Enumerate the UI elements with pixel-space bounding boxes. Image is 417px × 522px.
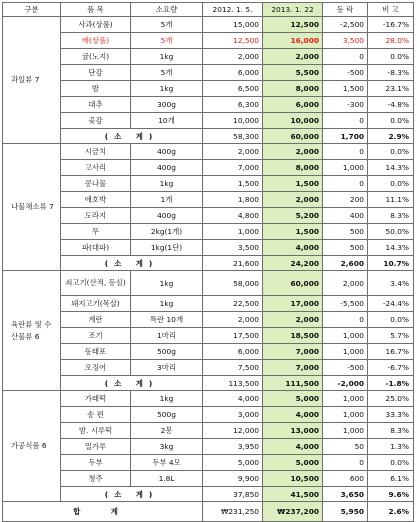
item-quantity: 5개	[131, 33, 203, 49]
price-prev: 2,000	[203, 49, 263, 65]
price-prev: 3,000	[203, 407, 263, 423]
subtotal-row	[3, 487, 414, 502]
table-row	[3, 455, 414, 471]
subtotal-prev: 58,300	[203, 129, 263, 144]
price-current: 60,000	[263, 271, 323, 296]
price-prev: 22,500	[203, 296, 263, 312]
change-percent: 23.1%	[368, 81, 414, 97]
item-quantity: 5개	[131, 17, 203, 33]
item-quantity: 500g	[131, 344, 203, 360]
item-quantity: 3마리	[131, 360, 203, 376]
subtotal-current: 111,500	[263, 376, 323, 391]
price-change: -300	[323, 97, 368, 113]
subtotal-change: 2,600	[323, 256, 368, 271]
change-percent: 33.3%	[368, 407, 414, 423]
change-percent: 0.0%	[368, 113, 414, 129]
item-name: 두부	[61, 455, 131, 471]
change-percent: 28.0%	[368, 33, 414, 49]
price-current: 5,500	[263, 65, 323, 81]
change-percent: -16.7%	[368, 17, 414, 33]
price-prev: 3,950	[203, 439, 263, 455]
item-name: 파(대파)	[61, 240, 131, 256]
price-change: -2,500	[323, 17, 368, 33]
change-percent: 14.3%	[368, 160, 414, 176]
item-quantity: 1kg	[131, 49, 203, 65]
change-percent: 8.3%	[368, 423, 414, 439]
item-name: 밀가루	[61, 439, 131, 455]
table-row	[3, 144, 414, 160]
item-quantity: 2봉	[131, 423, 203, 439]
item-quantity: 1개	[131, 192, 203, 208]
item-quantity: 특란 10개	[131, 312, 203, 328]
subtotal-change: -2,000	[323, 376, 368, 391]
item-quantity: 400g	[131, 160, 203, 176]
price-prev: 12,000	[203, 423, 263, 439]
item-name: 도라지	[61, 208, 131, 224]
price-prev: 3,500	[203, 240, 263, 256]
table-row	[3, 33, 414, 49]
price-prev: 2,000	[203, 312, 263, 328]
price-current: 2,000	[263, 49, 323, 65]
item-quantity: 5개	[131, 65, 203, 81]
price-change: -500	[323, 65, 368, 81]
change-percent: 25.0%	[368, 391, 414, 407]
subtotal-change: 3,650	[323, 487, 368, 502]
header-quantity: 소요량	[131, 3, 203, 17]
change-percent: -24.4%	[368, 296, 414, 312]
table-row	[3, 407, 414, 423]
change-percent: 5.7%	[368, 328, 414, 344]
table-row	[3, 208, 414, 224]
price-current: 2,000	[263, 144, 323, 160]
subtotal-label: (소 계)	[61, 256, 203, 271]
table-row	[3, 312, 414, 328]
price-change: 400	[323, 208, 368, 224]
item-quantity: 400g	[131, 208, 203, 224]
total-label: 합 계	[3, 502, 203, 522]
subtotal-prev: 37,850	[203, 487, 263, 502]
total-change: 5,950	[323, 502, 368, 522]
price-current: 17,000	[263, 296, 323, 312]
subtotal-current: 41,500	[263, 487, 323, 502]
price-current: 4,000	[263, 240, 323, 256]
subtotal-percent: 2.9%	[368, 129, 414, 144]
table-row	[3, 17, 414, 33]
price-change: 50	[323, 439, 368, 455]
price-change: 0	[323, 49, 368, 65]
price-change: 1,000	[323, 423, 368, 439]
category-label: 나물채소류 7	[3, 144, 61, 271]
table-row	[3, 240, 414, 256]
change-percent: -8.3%	[368, 65, 414, 81]
price-current: 5,200	[263, 208, 323, 224]
price-prev: 58,000	[203, 271, 263, 296]
price-current: 10,000	[263, 113, 323, 129]
price-current: 8,000	[263, 81, 323, 97]
subtotal-label: (소 계)	[61, 129, 203, 144]
table-row	[3, 49, 414, 65]
item-quantity: 1마리	[131, 328, 203, 344]
price-current: 1,500	[263, 224, 323, 240]
price-change: 0	[323, 176, 368, 192]
price-prev: 2,000	[203, 144, 263, 160]
item-quantity: 1kg	[131, 271, 203, 296]
price-prev: 6,000	[203, 65, 263, 81]
item-quantity: 1kg	[131, 81, 203, 97]
table-row	[3, 97, 414, 113]
item-name: 배(상품)	[61, 33, 131, 49]
item-quantity: 10개	[131, 113, 203, 129]
table-row	[3, 391, 414, 407]
total-percent: 2.6%	[368, 502, 414, 522]
price-change: 1,000	[323, 328, 368, 344]
change-percent: 0.0%	[368, 312, 414, 328]
subtotal-percent: 10.7%	[368, 256, 414, 271]
category-label: 과일류 7	[3, 17, 61, 144]
price-change: 0	[323, 312, 368, 328]
item-name: 곶감	[61, 113, 131, 129]
change-percent: 8.3%	[368, 208, 414, 224]
item-name: 가래떡	[61, 391, 131, 407]
change-percent: 0.0%	[368, 455, 414, 471]
price-prev: 7,000	[203, 160, 263, 176]
subtotal-prev: 21,600	[203, 256, 263, 271]
item-quantity: 1kg(1단)	[131, 240, 203, 256]
header-note: 비 고	[368, 3, 414, 17]
price-change: 1,000	[323, 160, 368, 176]
price-current: 10,500	[263, 471, 323, 487]
item-name: 돼지고기(목살)	[61, 296, 131, 312]
price-current: 4,000	[263, 407, 323, 423]
table-body	[3, 3, 414, 522]
item-name: 밤. 시루떡	[61, 423, 131, 439]
change-percent: -4.8%	[368, 97, 414, 113]
price-prev: 6,000	[203, 344, 263, 360]
change-percent: 0.0%	[368, 144, 414, 160]
table-row	[3, 65, 414, 81]
subtotal-current: 60,000	[263, 129, 323, 144]
item-name: 애호박	[61, 192, 131, 208]
price-change: 1,000	[323, 344, 368, 360]
item-quantity: 300g	[131, 97, 203, 113]
price-comparison-sheet	[2, 2, 414, 522]
item-name: 청주	[61, 471, 131, 487]
item-name: 밤	[61, 81, 131, 97]
item-name: 시금치	[61, 144, 131, 160]
change-percent: 3.4%	[368, 271, 414, 296]
table-row	[3, 423, 414, 439]
price-prev: 1,500	[203, 176, 263, 192]
table-row	[3, 81, 414, 97]
price-current: 1,500	[263, 176, 323, 192]
price-change: 500	[323, 224, 368, 240]
item-name: 사과(상품)	[61, 17, 131, 33]
price-change: 0	[323, 455, 368, 471]
change-percent: 16.7%	[368, 344, 414, 360]
price-change: -5,500	[323, 296, 368, 312]
subtotal-row	[3, 256, 414, 271]
item-quantity: 1kg	[131, 176, 203, 192]
price-prev: 4,800	[203, 208, 263, 224]
item-name: 무	[61, 224, 131, 240]
change-percent: 0.0%	[368, 176, 414, 192]
price-prev: 7,500	[203, 360, 263, 376]
table-row	[3, 360, 414, 376]
subtotal-label: (소 계)	[61, 487, 203, 502]
table-row	[3, 328, 414, 344]
price-current: 2,000	[263, 192, 323, 208]
price-change: 2,000	[323, 271, 368, 296]
item-name: 콩나물	[61, 176, 131, 192]
item-quantity: 2kg(1개)	[131, 224, 203, 240]
price-prev: 1,800	[203, 192, 263, 208]
table-row	[3, 271, 414, 296]
price-change: -500	[323, 360, 368, 376]
item-quantity: 3kg	[131, 439, 203, 455]
price-current: 8,000	[263, 160, 323, 176]
subtotal-change: 1,700	[323, 129, 368, 144]
price-change: 1,000	[323, 407, 368, 423]
table-row	[3, 224, 414, 240]
price-change: 0	[323, 144, 368, 160]
price-change: 600	[323, 471, 368, 487]
price-current: 12,500	[263, 17, 323, 33]
price-current: 7,000	[263, 360, 323, 376]
table-row	[3, 296, 414, 312]
item-name: 송 편	[61, 407, 131, 423]
item-name: 조기	[61, 328, 131, 344]
item-name: 동태포	[61, 344, 131, 360]
subtotal-percent: 9.6%	[368, 487, 414, 502]
subtotal-prev: 113,500	[203, 376, 263, 391]
total-prev: ₩231,250	[203, 502, 263, 522]
subtotal-row	[3, 376, 414, 391]
item-name: 대추	[61, 97, 131, 113]
price-prev: 6,300	[203, 97, 263, 113]
change-percent: 14.3%	[368, 240, 414, 256]
price-change: 1,000	[323, 391, 368, 407]
item-quantity: 400g	[131, 144, 203, 160]
price-prev: 5,000	[203, 455, 263, 471]
table-row	[3, 176, 414, 192]
header-prev-date: 2012. 1. 5.	[203, 3, 263, 17]
table-row	[3, 160, 414, 176]
header-row	[3, 3, 414, 17]
change-percent: 0.0%	[368, 49, 414, 65]
price-prev: 9,900	[203, 471, 263, 487]
subtotal-label: (소 계)	[61, 376, 203, 391]
item-quantity: 1kg	[131, 391, 203, 407]
change-percent: 1.3%	[368, 439, 414, 455]
item-name: 고사리	[61, 160, 131, 176]
table-row	[3, 192, 414, 208]
price-current: 2,000	[263, 312, 323, 328]
price-current: 4,000	[263, 439, 323, 455]
item-quantity: 1.8L	[131, 471, 203, 487]
change-percent: 50.0%	[368, 224, 414, 240]
table-row	[3, 471, 414, 487]
price-table	[2, 2, 414, 522]
price-change: 3,500	[323, 33, 368, 49]
subtotal-row	[3, 129, 414, 144]
price-prev: 17,500	[203, 328, 263, 344]
item-name: 단감	[61, 65, 131, 81]
table-row	[3, 439, 414, 455]
category-label: 육란류 및 수산물류 6	[3, 271, 61, 391]
price-current: 7,000	[263, 344, 323, 360]
item-name: 쇠고기(산적, 등심)	[61, 271, 131, 296]
price-prev: 15,000	[203, 17, 263, 33]
item-name: 귤(노지)	[61, 49, 131, 65]
total-current: ₩237,200	[263, 502, 323, 522]
price-current: 5,000	[263, 391, 323, 407]
price-current: 18,500	[263, 328, 323, 344]
price-current: 5,000	[263, 455, 323, 471]
price-change: 500	[323, 240, 368, 256]
item-name: 계란	[61, 312, 131, 328]
change-percent: -6.7%	[368, 360, 414, 376]
price-prev: 12,500	[203, 33, 263, 49]
price-current: 6,000	[263, 97, 323, 113]
header-current-date: 2013. 1. 22	[263, 3, 323, 17]
item-quantity: 두부 4모	[131, 455, 203, 471]
price-current: 13,000	[263, 423, 323, 439]
item-quantity: 1kg	[131, 296, 203, 312]
total-row	[3, 502, 414, 522]
item-quantity: 500g	[131, 407, 203, 423]
header-change: 등 락	[323, 3, 368, 17]
price-current: 16,000	[263, 33, 323, 49]
price-prev: 10,000	[203, 113, 263, 129]
price-change: 1,500	[323, 81, 368, 97]
header-item: 품 목	[61, 3, 131, 17]
subtotal-percent: -1.8%	[368, 376, 414, 391]
price-change: 0	[323, 113, 368, 129]
change-percent: 6.1%	[368, 471, 414, 487]
table-row	[3, 113, 414, 129]
price-change: 200	[323, 192, 368, 208]
table-row	[3, 344, 414, 360]
price-prev: 6,500	[203, 81, 263, 97]
item-name: 오징어	[61, 360, 131, 376]
subtotal-current: 24,200	[263, 256, 323, 271]
header-category: 구분	[3, 3, 61, 17]
price-prev: 4,000	[203, 391, 263, 407]
change-percent: 11.1%	[368, 192, 414, 208]
category-label: 가공식품 6	[3, 391, 61, 502]
price-prev: 1,000	[203, 224, 263, 240]
